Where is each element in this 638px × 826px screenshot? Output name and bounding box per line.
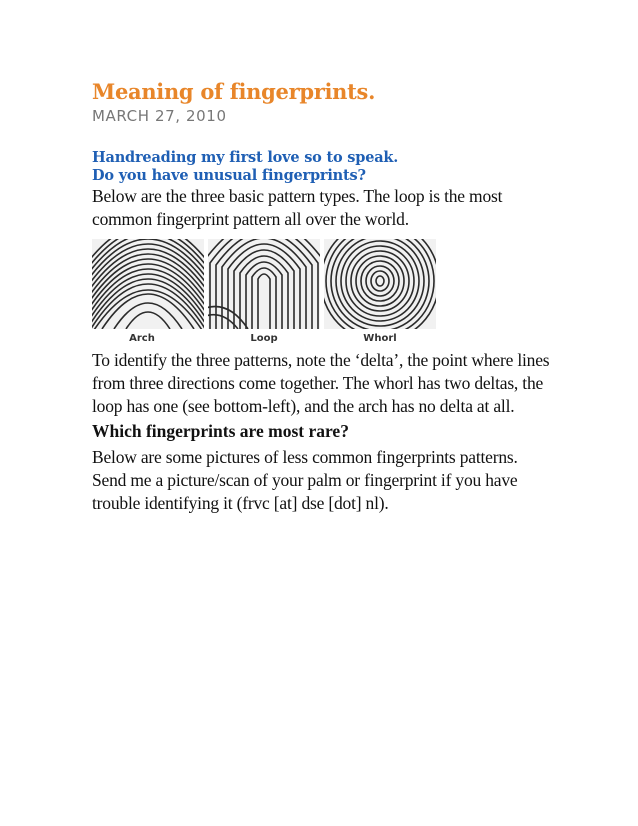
blog-post [92, 80, 552, 515]
rare-question-heading: Which fingerprints are most rare? [92, 421, 349, 441]
delta-paragraph: To identify the three patterns, note the ‘delta’, the point where lines from three directions come together. The whorl has two deltas, the loop has one (see bottom-left), and the arch has no delta at all. [92, 350, 550, 416]
subheading-line-2: Do you have unusual fingerprints? [92, 167, 366, 184]
subheading [92, 149, 552, 185]
post-title: Meaning of fingerprints. [92, 79, 376, 104]
loop-label: Loop [250, 333, 278, 344]
post-date: MARCH 27, 2010 [92, 107, 227, 125]
contact-paragraph: Send me a picture/scan of your palm or fingerprint if you have trouble identifying it (frvc [at] dse [dot] nl). [92, 470, 518, 513]
subheading-line-1: Handreading my first love so to speak. [92, 149, 399, 166]
arch-fingerprint-icon [92, 239, 204, 329]
arch-label: Arch [129, 333, 155, 344]
whorl-label: Whorl [363, 333, 397, 344]
loop-fingerprint-icon [208, 239, 320, 329]
rare-paragraph: Below are some pictures of less common fingerprints patterns. [92, 447, 518, 467]
intro-paragraph: Below are the three basic pattern types. The loop is the most common fingerprint pattern all over the world. [92, 186, 503, 229]
whorl-fingerprint-icon [324, 239, 436, 329]
fingerprint-patterns-figure [92, 239, 437, 349]
